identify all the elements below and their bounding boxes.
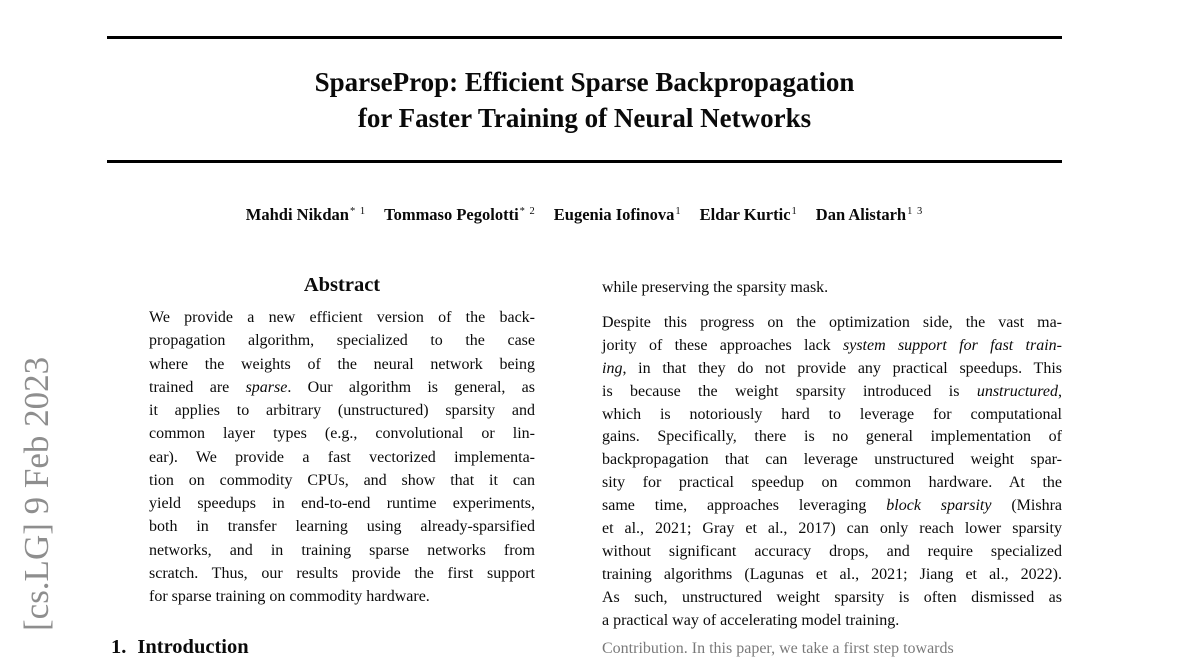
text-line: sity for practical speedup on common hardware. At the (602, 474, 1062, 492)
partial-clipped-line (602, 638, 1062, 661)
text-line: it applies to arbitrary (unstructured) sparsity and (149, 402, 535, 419)
text-line: yield speedups in end-to-end runtime experiments, (149, 495, 535, 512)
paper-title (107, 64, 1062, 136)
arxiv-watermark: [cs.LG] 9 Feb 2023 (17, 356, 56, 631)
text-line: a practical way of accelerating model training. (602, 611, 900, 629)
text-line: without significant accuracy drops, and require specialized (602, 542, 1062, 560)
text-line: common layer types (e.g., convolutional or lin- (149, 425, 535, 443)
abstract-heading: Abstract (303, 274, 381, 296)
paper-title-line2: for Faster Training of Neural Networks (357, 103, 812, 133)
title-rule-bottom (107, 160, 1062, 163)
text-line: ear). We provide a fast vectorized implementa- (149, 448, 535, 466)
text-line: scratch. Thus, our results provide the first support (149, 564, 535, 582)
title-rule-top (107, 36, 1062, 39)
text-line: Contribution. In this paper, we take a first step towards (602, 639, 954, 657)
text-line: et al., 2021; Gray et al., 2017) can only reach lower sparsity (602, 520, 1062, 538)
paragraph (602, 312, 1062, 633)
author-affiliation-superscript: * 1 (349, 205, 367, 217)
author-name: Eldar Kurtic$^1$ (699, 205, 798, 224)
author-affiliation-superscript: 1 (791, 205, 798, 217)
text-line: for sparse training on commodity hardware. (149, 588, 430, 605)
author-name: Eugenia Iofinova$^1$ (553, 205, 682, 224)
section-title: Introduction (137, 636, 249, 658)
author-name: Tommaso Pegolotti$^{* 2}$ (384, 205, 536, 224)
text-line: As such, unstructured weight sparsity is often dismissed as (602, 588, 1062, 606)
text-line: trained are sparse. Our algorithm is general, as (149, 378, 536, 396)
text-line: training algorithms (Lagunas et al., 2021; Jiang et al., 2022). (602, 565, 1062, 583)
section-number: 1. (111, 636, 127, 658)
paper-title-line1: SparseProp: Efficient Sparse Backpropagation (314, 67, 855, 97)
text-line: same time, approaches leveraging block sparsity (Mishra (602, 497, 1063, 515)
authors-line (107, 205, 1062, 225)
author-affiliation-superscript: * 2 (519, 205, 536, 217)
author-affiliation-superscript: 1 3 (907, 205, 924, 217)
text-line: both in transfer learning using already-sparsified (149, 518, 535, 536)
text-line: ing, in that they do not provide any practical speedups. This (602, 359, 1062, 377)
abstract-body (149, 306, 535, 608)
text-line: jority of these approaches lack system support for fast train- (602, 336, 1062, 354)
author-affiliation-superscript: 1 (675, 205, 682, 217)
author-name: Dan Alistarh$^{1 3}$ (815, 205, 924, 224)
text-line: propagation algorithm, specialized to the case (149, 332, 535, 350)
text-line: We provide a new efficient version of the back- (149, 309, 535, 326)
intro-section-heading (111, 636, 249, 659)
right-column (602, 277, 1062, 661)
text-line: is because the weight sparsity introduced is unstructured, (602, 382, 1062, 400)
text-line: Despite this progress on the optimization side, the vast ma- (602, 313, 1062, 331)
text-line: where the weights of the neural network being (149, 355, 535, 373)
text-line: networks, and in training sparse networks from (149, 541, 535, 559)
text-line: which is notoriously hard to leverage for computational (602, 405, 1062, 423)
text-line: tion on commodity CPUs, and show that it can (149, 471, 535, 489)
author-name: Mahdi Nikdan$^{* 1}$ (245, 205, 367, 224)
paragraph (602, 277, 1062, 300)
text-line: while preserving the sparsity mask. (602, 279, 829, 296)
text-line: gains. Specifically, there is no general implementation of (602, 428, 1062, 446)
text-line: backpropagation that can leverage unstructured weight spar- (602, 451, 1062, 469)
